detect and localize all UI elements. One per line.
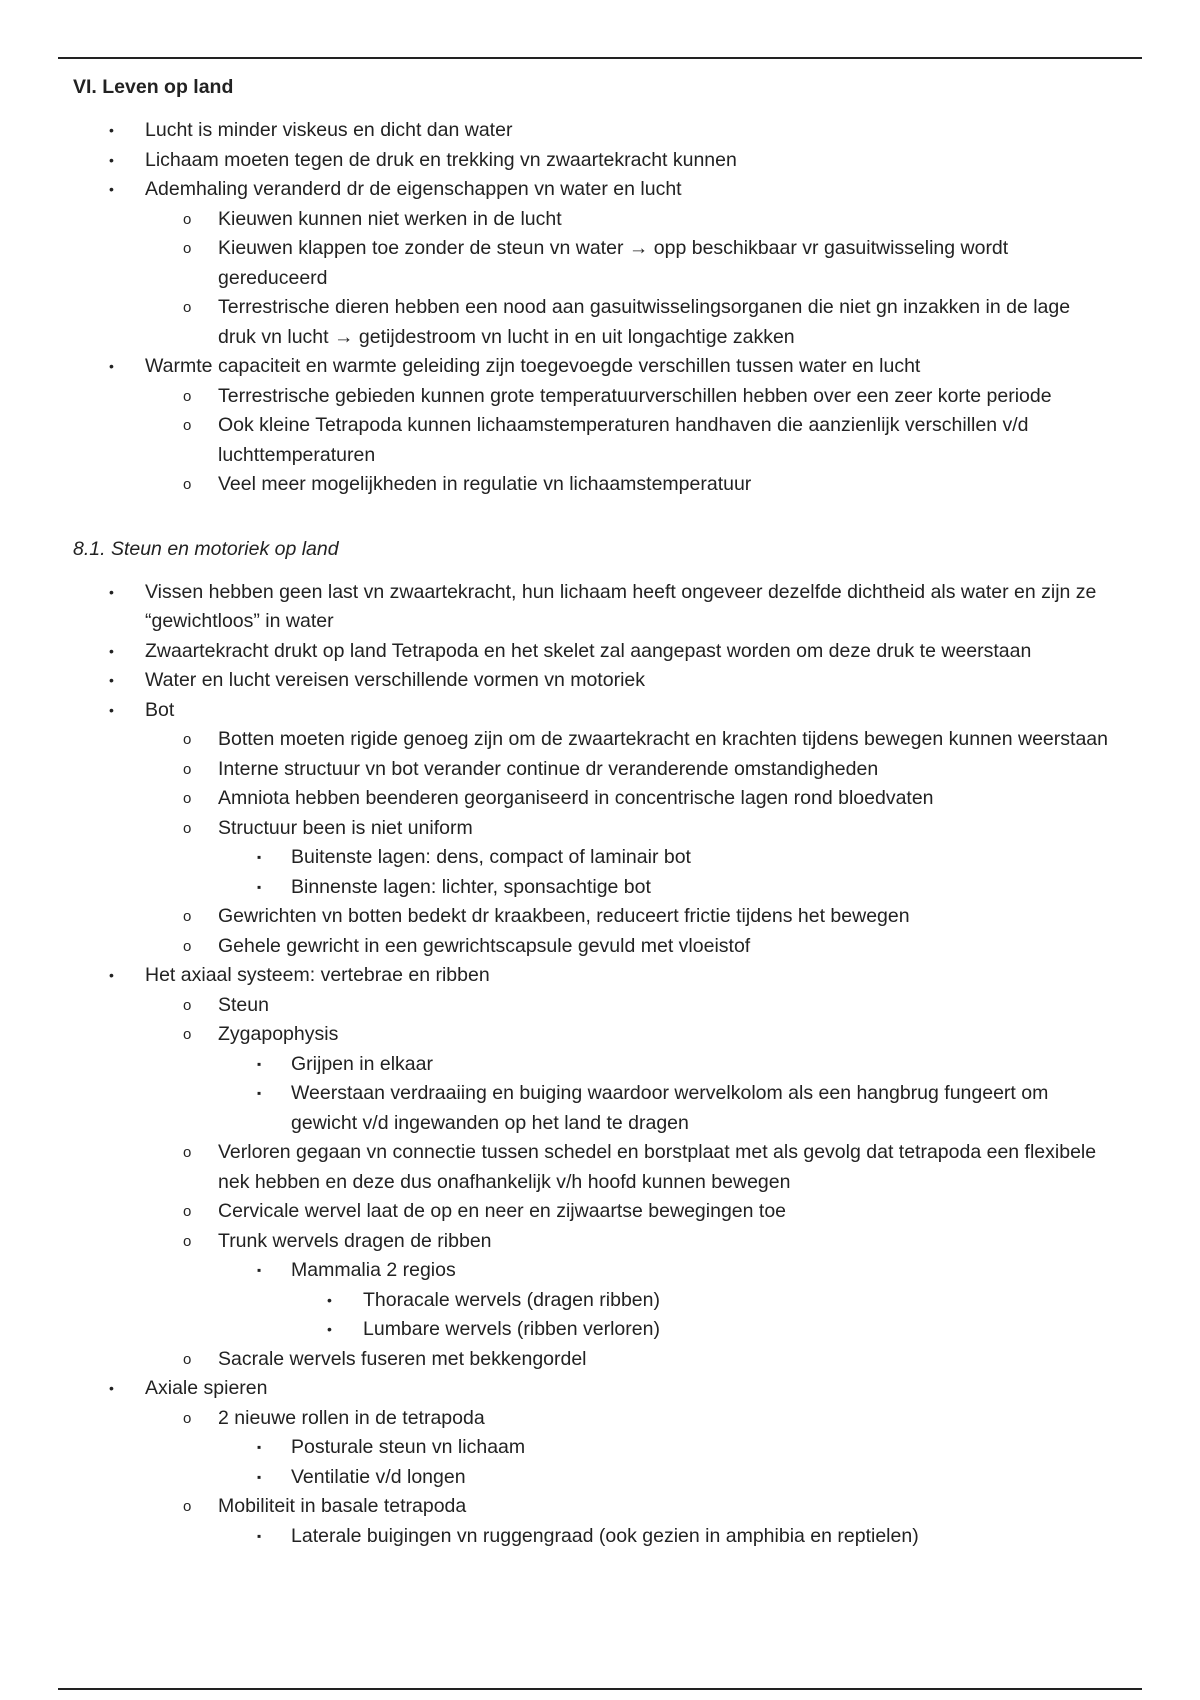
bullet-marker: • — [109, 151, 114, 168]
list-item: ▪ Laterale buigingen vn ruggengraad (ook gezien in amphibia en reptielen) — [73, 1522, 1113, 1552]
list-item: o Zygapophysis — [73, 1020, 1113, 1050]
bullet-marker: • — [109, 672, 114, 688]
bullet-marker: • — [109, 181, 114, 197]
list-item: o Mobiliteit in basale tetrapoda — [73, 1492, 1113, 1522]
bullet-marker: • — [109, 967, 114, 983]
list-item: ▪ Mammalia 2 regios — [73, 1256, 1113, 1286]
bullet-marker: ▪ — [257, 1528, 262, 1543]
bullet-marker: o — [183, 760, 192, 778]
bullet-marker: o — [183, 731, 192, 748]
document-content — [73, 72, 1113, 1551]
bullet-marker: • — [327, 1321, 332, 1337]
list-item: • Zwaartekracht drukt op land Tetrapoda en het skelet zal aangepast worden om deze druk te weerstaan — [73, 637, 1113, 667]
list-item: o 2 nieuwe rollen in de tetrapoda — [73, 1404, 1113, 1434]
list-item: o Structuur been is niet uniform — [73, 814, 1113, 844]
list-item: • Lumbare wervels (ribben verloren) — [73, 1315, 1113, 1345]
list-item: ▪ Grijpen in elkaar — [73, 1050, 1113, 1080]
list-item: • Ademhaling veranderd dr de eigenschappen vn water en lucht — [73, 175, 1113, 205]
bullet-marker: o — [183, 1203, 192, 1220]
list-item: o Gehele gewricht in een gewrichtscapsule gevuld met vloeistof — [73, 932, 1113, 962]
bullet-marker: ▪ — [257, 1263, 262, 1277]
list-item: o Trunk wervels dragen de ribben — [73, 1227, 1113, 1257]
list-item: o Verloren gegaan vn connectie tussen schedel en borstplaat met als gevolg dat tetrapoda een flexibele nek hebben en deze dus onafhankelijk v/h hoofd kunnen bewegen — [73, 1138, 1113, 1197]
bullet-marker: o — [183, 1026, 192, 1043]
list-item: • Warmte capaciteit en warmte geleiding zijn toegevoegde verschillen tussen water en lucht — [73, 352, 1113, 382]
list-item: o Ook kleine Tetrapoda kunnen lichaamstemperaturen handhaven die aanzienlijk verschillen v/d luchttemperaturen — [73, 411, 1113, 470]
list-item: • Lichaam moeten tegen de druk en trekking vn zwaartekracht kunnen — [73, 146, 1113, 176]
list-item: o Botten moeten rigide genoeg zijn om de zwaartekracht en krachten tijdens bewegen kunnen weerstaan — [73, 725, 1113, 755]
list-item: ▪ Posturale steun vn lichaam — [73, 1433, 1113, 1463]
bullet-marker: ▪ — [257, 1086, 262, 1100]
bullet-marker: • — [109, 642, 114, 659]
bullet-marker: • — [109, 122, 114, 138]
list-item: o Gewrichten vn botten bedekt dr kraakbeen, reduceert frictie tijdens het bewegen — [73, 902, 1113, 932]
list-item: • Axiale spieren — [73, 1374, 1113, 1404]
list-item: o Sacrale wervels fuseren met bekkengordel — [73, 1345, 1113, 1375]
list-item: o Interne structuur vn bot verander continue dr veranderende omstandigheden — [73, 755, 1113, 785]
list-item: ▪ Binnenste lagen: lichter, sponsachtige bot — [73, 873, 1113, 903]
bullet-marker: o — [183, 1350, 192, 1368]
list-item: o Amniota hebben beenderen georganiseerd in concentrische lagen rond bloedvaten — [73, 784, 1113, 814]
list-item: • Het axiaal systeem: vertebrae en ribben — [73, 961, 1113, 991]
bullet-marker: • — [109, 701, 114, 718]
bullet-marker: ▪ — [257, 1440, 262, 1454]
list-item: • Water en lucht vereisen verschillende vormen vn motoriek — [73, 666, 1113, 696]
list-item: • Vissen hebben geen last vn zwaartekracht, hun lichaam heeft ongeveer dezelfde dichtheid als water en zijn ze “gewichtloos” in water — [73, 578, 1113, 637]
list-item: ▪ Ventilatie v/d longen — [73, 1463, 1113, 1493]
bullet-marker: o — [183, 996, 192, 1014]
bullet-marker: o — [183, 908, 192, 925]
section-list — [73, 116, 1113, 500]
header-rule — [58, 57, 1142, 59]
bullet-marker: • — [327, 1291, 332, 1308]
bullet-marker: ▪ — [257, 850, 262, 864]
list-item: • Thoracale wervels (dragen ribben) — [73, 1286, 1113, 1316]
list-item: o Kieuwen klappen toe zonder de steun vn water → opp beschikbaar vr gasuitwisseling wordt gereduceerd — [73, 234, 1113, 293]
bullet-marker: ▪ — [257, 879, 262, 894]
bullet-marker: o — [183, 299, 192, 316]
list-item: • Lucht is minder viskeus en dicht dan water — [73, 116, 1113, 146]
subsection-heading: 8.1. Steun en motoriek op land — [73, 537, 339, 560]
bullet-marker: • — [109, 358, 114, 374]
footer-rule — [58, 1688, 1142, 1690]
bullet-marker: ▪ — [257, 1469, 262, 1484]
bullet-marker: o — [183, 1232, 192, 1250]
bullet-marker: o — [183, 387, 192, 405]
bullet-marker: • — [109, 583, 114, 600]
bullet-marker: ▪ — [257, 1056, 262, 1071]
list-item: o Terrestrische dieren hebben een nood aan gasuitwisselingsorganen die niet gn inzakken in de lage druk vn lucht → getijdestroom vn lucht in en uit longachtige zakken — [73, 293, 1113, 352]
list-item: o Kieuwen kunnen niet werken in de lucht — [73, 205, 1113, 235]
bullet-marker: o — [183, 937, 192, 955]
bullet-marker: o — [183, 1144, 192, 1161]
bullet-marker: o — [183, 790, 192, 807]
bullet-marker: o — [183, 819, 192, 837]
bullet-marker: o — [183, 240, 192, 257]
subsection-list — [73, 578, 1113, 1552]
bullet-marker: o — [183, 417, 192, 434]
bullet-marker: o — [183, 476, 192, 493]
list-item: o Cervicale wervel laat de op en neer en zijwaartse bewegingen toe — [73, 1197, 1113, 1227]
bullet-marker: o — [183, 1409, 192, 1427]
list-item: o Terrestrische gebieden kunnen grote temperatuurverschillen hebben over een zeer korte periode — [73, 382, 1113, 412]
list-item: • Bot — [73, 696, 1113, 726]
list-item: o Veel meer mogelijkheden in regulatie vn lichaamstemperatuur — [73, 470, 1113, 500]
list-item: o Steun — [73, 991, 1113, 1021]
list-item: ▪ Buitenste lagen: dens, compact of laminair bot — [73, 843, 1113, 873]
bullet-marker: o — [183, 1498, 192, 1515]
bullet-marker: o — [183, 210, 192, 228]
list-item: ▪ Weerstaan verdraaiing en buiging waardoor wervelkolom als een hangbrug fungeert om gewicht v/d ingewanden op het land te dragen — [73, 1079, 1113, 1138]
section-heading: VI. Leven op land — [73, 76, 234, 98]
bullet-marker: • — [109, 1380, 114, 1396]
